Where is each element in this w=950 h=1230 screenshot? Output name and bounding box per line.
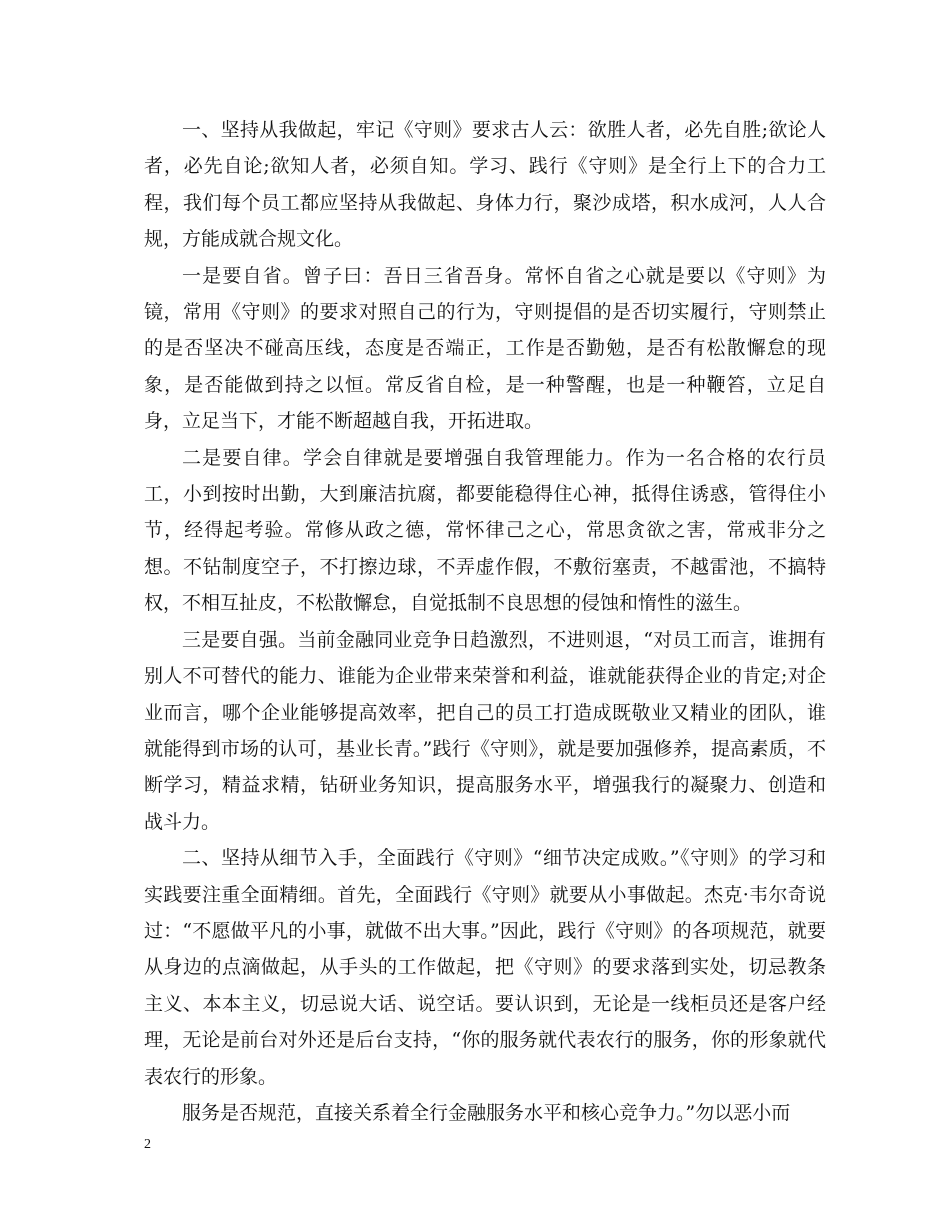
paragraph-self-improvement: 三是要自强。当前金融同业竞争日趋激烈，不进则退，“对员工而言，谁拥有别人不可替代的能力、谁能为企业带来荣誉和利益，谁就能获得企业的肯定;对企业而言，哪个企业能够提高效率，把自己的员工打造成既敬业又精业的团队，谁就能得到市场的认可，基业长青。”践行《守则》，就是要加强修养，提高素质，不断学习，精益求精，钻研业务知识，提高服务水平，增强我行的凝聚力、创造和战斗力。 <box>144 628 826 833</box>
paragraph-principle-one: 一、坚持从我做起，牢记《守则》要求古人云：欲胜人者，必先自胜;欲论人者，必先自论;欲知人者，必须自知。学习、践行《守则》是全行上下的合力工程，我们每个员工都应坚持从我做起、身体力行，聚沙成塔，积水成河，人人合规，方能成就合规文化。 <box>144 119 826 251</box>
paragraph-service-standard: 服务是否规范，直接关系着全行金融服务水平和核心竞争力。”勿以恶小而 <box>182 1101 791 1124</box>
paragraph-self-discipline: 二是要自律。学会自律就是要增强自我管理能力。作为一名合格的农行员工，小到按时出勤，大到廉洁抗腐，都要能稳得住心神，抵得住诱惑，管得住小节，经得起考验。常修从政之德，常怀律己之心，常思贪欲之害，常戒非分之想。不钻制度空子，不打擦边球，不弄虚作假，不敷衍塞责，不越雷池，不搞特权，不相互扯皮，不松散懈怠，自觉抵制不良思想的侵蚀和惰性的滋生。 <box>144 446 826 615</box>
paragraph-self-reflection: 一是要自省。曾子曰：吾日三省吾身。常怀自省之心就是要以《守则》为镜，常用《守则》的要求对照自己的行为，守则提倡的是否切实履行，守则禁止的是否坚决不碰高压线，态度是否端正，工作是否勤勉，是否有松散懈怠的现象，是否能做到持之以恒。常反省自检，是一种警醒，也是一种鞭笞，立足自身，立足当下，才能不断超越自我，开拓进取。 <box>144 264 826 433</box>
paragraph-principle-two: 二、坚持从细节入手，全面践行《守则》“细节决定成败。”《守则》的学习和实践要注重全面精细。首先，全面践行《守则》就要从小事做起。杰克·韦尔奇说过：“不愿做平凡的小事，就做不出大事。”因此，践行《守则》的各项规范，就要从身边的点滴做起，从手头的工作做起，把《守则》的要求落到实处，切忌教条主义、本本主义，切忌说大话、说空话。要认识到，无论是一线柜员还是客户经理，无论是前台对外还是后台支持，“你的服务就代表农行的服务，你的形象就代表农行的形象。 <box>144 847 826 1088</box>
page-number: 2 <box>144 1137 151 1152</box>
document-body <box>144 112 826 1131</box>
